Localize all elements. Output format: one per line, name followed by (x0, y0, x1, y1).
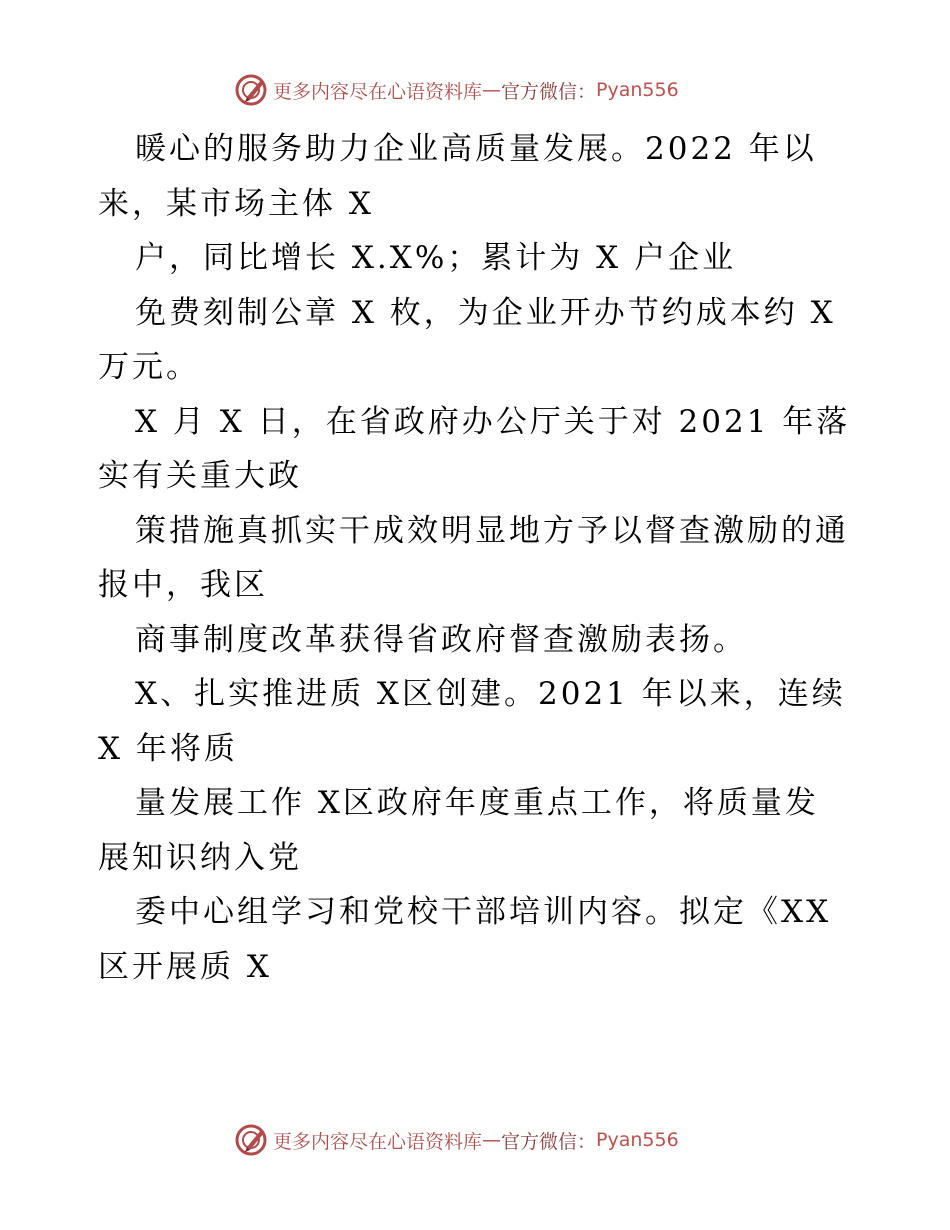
body-line: 实有关重大政 (98, 458, 302, 494)
body-line: 商事制度改革获得省政府督查激励表扬。 (135, 621, 747, 658)
watermark-official-label: 官方微信： (501, 80, 597, 103)
footer-watermark (233, 1120, 753, 1160)
body-line: 暖心的服务助力企业高质量发展。2022 年以 (135, 131, 817, 167)
body-line: 免费刻制公章 X 枚，为企业开办节约成本约 X (135, 294, 836, 331)
pen-nib-circle-icon (233, 1122, 269, 1158)
body-line: 来，某市场主体 X (98, 185, 374, 222)
header-watermark (233, 70, 753, 110)
body-line: 量发展工作 X区政府年度重点工作，将质量发 (135, 785, 819, 821)
document-body (98, 122, 868, 994)
body-line: 万元。 (98, 349, 200, 385)
body-line: X、扎实推进质 X区创建。2021 年以来，连续 (135, 676, 846, 712)
body-line: X 月 X 日，在省政府办公厅关于对 2021 年落 (135, 403, 851, 440)
watermark-dash: — (482, 79, 502, 101)
body-line: X 年将质 (98, 730, 238, 767)
watermark-title: 更多内容尽在心语资料库 (273, 80, 483, 103)
body-line: 策措施真抓实干成效明显地方予以督查激励的通 (135, 512, 849, 549)
watermark-wechat-id: Pyan556 (596, 79, 679, 101)
watermark-dash: — (482, 1129, 502, 1151)
body-line: 委中心组学习和党校干部培训内容。拟定《XX (135, 894, 832, 930)
body-line: 户，同比增长 X.X%；累计为 X 户企业 (135, 240, 737, 276)
body-line: 区开展质 X (98, 948, 272, 985)
watermark-official-label: 官方微信： (501, 1130, 597, 1153)
watermark-wechat-id: Pyan556 (596, 1129, 679, 1151)
body-line: 报中，我区 (98, 567, 268, 603)
watermark-title: 更多内容尽在心语资料库 (273, 1130, 483, 1153)
body-line: 展知识纳入党 (98, 839, 302, 876)
pen-nib-circle-icon (233, 72, 269, 108)
